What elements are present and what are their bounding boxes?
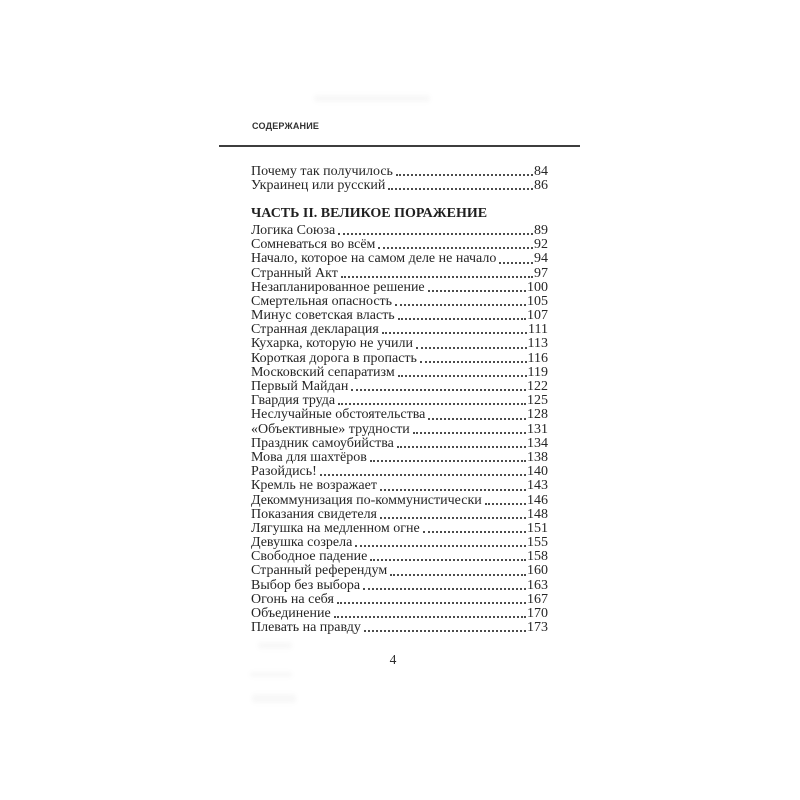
- toc-entry-title: Выбор без выбора: [251, 577, 361, 593]
- toc-entry-title: Мова для шахтёров: [251, 449, 367, 465]
- toc-entry-page-number: 134: [527, 435, 548, 451]
- dotted-leader: [363, 588, 526, 590]
- toc-entry: [251, 423, 548, 437]
- toc-entry-title: Минус советская власть: [251, 308, 395, 324]
- header-rule-divider: [219, 145, 580, 147]
- toc-entry: [251, 267, 548, 281]
- toc-entry: [251, 352, 548, 366]
- dotted-leader: [420, 361, 527, 363]
- toc-entry-title: Кухарка, которую не учили: [251, 336, 413, 352]
- toc-entry: [251, 224, 548, 238]
- toc-entry-title: Лягушка на медленном огне: [251, 520, 420, 536]
- dotted-leader: [378, 247, 533, 249]
- toc-entry-page-number: 140: [527, 464, 548, 480]
- toc-entry-title: Почему так получилось: [251, 164, 393, 179]
- toc-entry-title: Показания свидетеля: [251, 506, 377, 522]
- toc-entry: [251, 179, 548, 193]
- toc-entry: [251, 238, 548, 252]
- toc-entry-page-number: 107: [527, 308, 548, 324]
- toc-entry-page-number: 89: [534, 222, 548, 238]
- toc-entry: [251, 494, 548, 508]
- dotted-leader: [416, 347, 527, 349]
- toc-entry: [251, 508, 548, 522]
- toc-entry-title: Украинец или русский: [251, 178, 386, 194]
- toc-entry-title: Смертельная опасность: [251, 293, 393, 309]
- toc-entry-title: Странный референдум: [251, 563, 388, 579]
- toc-entry: [251, 337, 548, 351]
- toc-entry: [251, 564, 548, 578]
- toc-entry: [251, 252, 548, 266]
- dotted-leader: [337, 602, 526, 604]
- toc-entry: [251, 394, 548, 408]
- dotted-leader: [398, 318, 526, 320]
- dotted-leader: [364, 630, 526, 632]
- dotted-leader: [388, 188, 533, 190]
- toc-entry-page-number: 173: [527, 620, 548, 636]
- table-of-contents: [251, 165, 548, 635]
- toc-entry-page-number: 163: [527, 577, 548, 593]
- dotted-leader: [395, 304, 526, 306]
- toc-entry-page-number: 113: [527, 336, 548, 352]
- toc-entry-page-number: 148: [527, 506, 548, 522]
- toc-entry-title: Начало, которое на самом деле не начало: [251, 251, 497, 267]
- toc-entry-page-number: 170: [527, 606, 548, 622]
- toc-entry: [251, 437, 548, 451]
- toc-entry-page-number: 138: [527, 449, 548, 465]
- toc-entry-page-number: 122: [527, 379, 548, 395]
- toc-entry-title: Кремль не возражает: [251, 478, 377, 494]
- toc-entry: [251, 607, 548, 621]
- toc-entry-title: Странный Акт: [251, 265, 338, 281]
- toc-entry-title: Странная декларация: [251, 322, 379, 338]
- dotted-leader: [341, 276, 533, 278]
- toc-entry: [251, 451, 548, 465]
- dotted-leader: [423, 531, 526, 533]
- dotted-leader: [428, 418, 526, 420]
- dotted-leader: [382, 332, 527, 334]
- toc-entry-title: Незапланированное решение: [251, 279, 425, 295]
- toc-entry-title: Короткая дорога в пропасть: [251, 350, 417, 366]
- toc-entry: [251, 536, 548, 550]
- toc-entry-title: Московский сепаратизм: [251, 364, 395, 380]
- toc-entry-page-number: 92: [534, 237, 548, 253]
- toc-entry-page-number: 116: [527, 350, 548, 366]
- toc-entry-page-number: 167: [527, 591, 548, 607]
- toc-entry-page-number: 119: [527, 364, 548, 380]
- dotted-leader: [338, 403, 526, 405]
- toc-entry-page-number: 111: [528, 322, 548, 338]
- toc-entry-title: Объединение: [251, 606, 331, 622]
- scan-artifact-smudge: [252, 694, 296, 703]
- toc-entry-title: Разойдись!: [251, 464, 317, 480]
- scan-artifact-smudge: [258, 642, 292, 649]
- page-number-folio: 4: [389, 652, 397, 667]
- toc-entry-page-number: 97: [534, 265, 548, 281]
- toc-entry: [251, 281, 548, 295]
- toc-entry-title: Первый Майдан: [251, 379, 349, 395]
- toc-entry-title: Свободное падение: [251, 549, 368, 565]
- dotted-leader: [338, 233, 533, 235]
- dotted-leader: [370, 460, 526, 462]
- dotted-leader: [428, 290, 526, 292]
- toc-entry-page-number: 125: [527, 393, 548, 409]
- dotted-leader: [370, 559, 526, 561]
- toc-entry: [251, 323, 548, 337]
- toc-entry: [251, 479, 548, 493]
- toc-entry-title: Девушка созрела: [251, 535, 353, 551]
- toc-entry-title: Плевать на правду: [251, 620, 361, 636]
- toc-entry-page-number: 131: [527, 421, 548, 437]
- dotted-leader: [390, 574, 526, 576]
- toc-entry: [251, 165, 548, 179]
- dotted-leader: [398, 375, 527, 377]
- scan-artifact-smudge: [250, 672, 292, 677]
- toc-entry-page-number: 155: [527, 535, 548, 551]
- toc-entry: [251, 579, 548, 593]
- toc-entry-title: Праздник самоубийства: [251, 435, 394, 451]
- toc-entry-page-number: 143: [527, 478, 548, 494]
- toc-entry-page-number: 160: [527, 563, 548, 579]
- toc-section-heading: ЧАСТЬ II. ВЕЛИКОЕ ПОРАЖЕНИЕ: [251, 205, 488, 221]
- toc-intro-entries: [251, 165, 548, 193]
- dotted-leader: [320, 474, 526, 476]
- toc-entry: [251, 522, 548, 536]
- toc-section-entries: [251, 224, 548, 635]
- toc-entry-page-number: 94: [534, 251, 548, 267]
- toc-entry-title: Сомневаться во всём: [251, 237, 376, 253]
- toc-entry: [251, 465, 548, 479]
- dotted-leader: [499, 262, 533, 264]
- dotted-leader: [413, 432, 526, 434]
- dotted-leader: [380, 517, 526, 519]
- toc-entry-page-number: 86: [534, 178, 548, 194]
- toc-entry-page-number: 84: [534, 164, 548, 179]
- dotted-leader: [397, 446, 526, 448]
- toc-entry-page-number: 128: [527, 407, 548, 423]
- toc-entry: [251, 593, 548, 607]
- dotted-leader: [355, 545, 526, 547]
- toc-entry: [251, 408, 548, 422]
- toc-entry-page-number: 146: [527, 492, 548, 508]
- toc-entry-title: Логика Союза: [251, 222, 336, 238]
- dotted-leader: [380, 489, 526, 491]
- dotted-leader: [351, 389, 526, 391]
- toc-entry-page-number: 100: [527, 279, 548, 295]
- toc-entry-page-number: 151: [527, 520, 548, 536]
- toc-entry-title: Огонь на себя: [251, 591, 334, 607]
- running-head-title: СОДЕРЖАНИЕ: [252, 121, 320, 132]
- toc-entry-title: Гвардия труда: [251, 393, 336, 409]
- dotted-leader: [334, 616, 526, 618]
- dotted-leader: [485, 503, 526, 505]
- toc-entry-title: «Объективные» трудности: [251, 421, 410, 437]
- toc-entry-title: Неслучайные обстоятельства: [251, 407, 426, 423]
- toc-entry-title: Декоммунизация по-коммунистически: [251, 492, 482, 508]
- toc-entry: [251, 380, 548, 394]
- toc-entry: [251, 550, 548, 564]
- toc-entry: [251, 295, 548, 309]
- dotted-leader: [396, 174, 533, 176]
- toc-entry: [251, 309, 548, 323]
- scan-artifact-smudge: [314, 95, 430, 102]
- toc-entry: [251, 366, 548, 380]
- toc-entry-page-number: 105: [527, 293, 548, 309]
- toc-entry: [251, 621, 548, 635]
- toc-entry-page-number: 158: [527, 549, 548, 565]
